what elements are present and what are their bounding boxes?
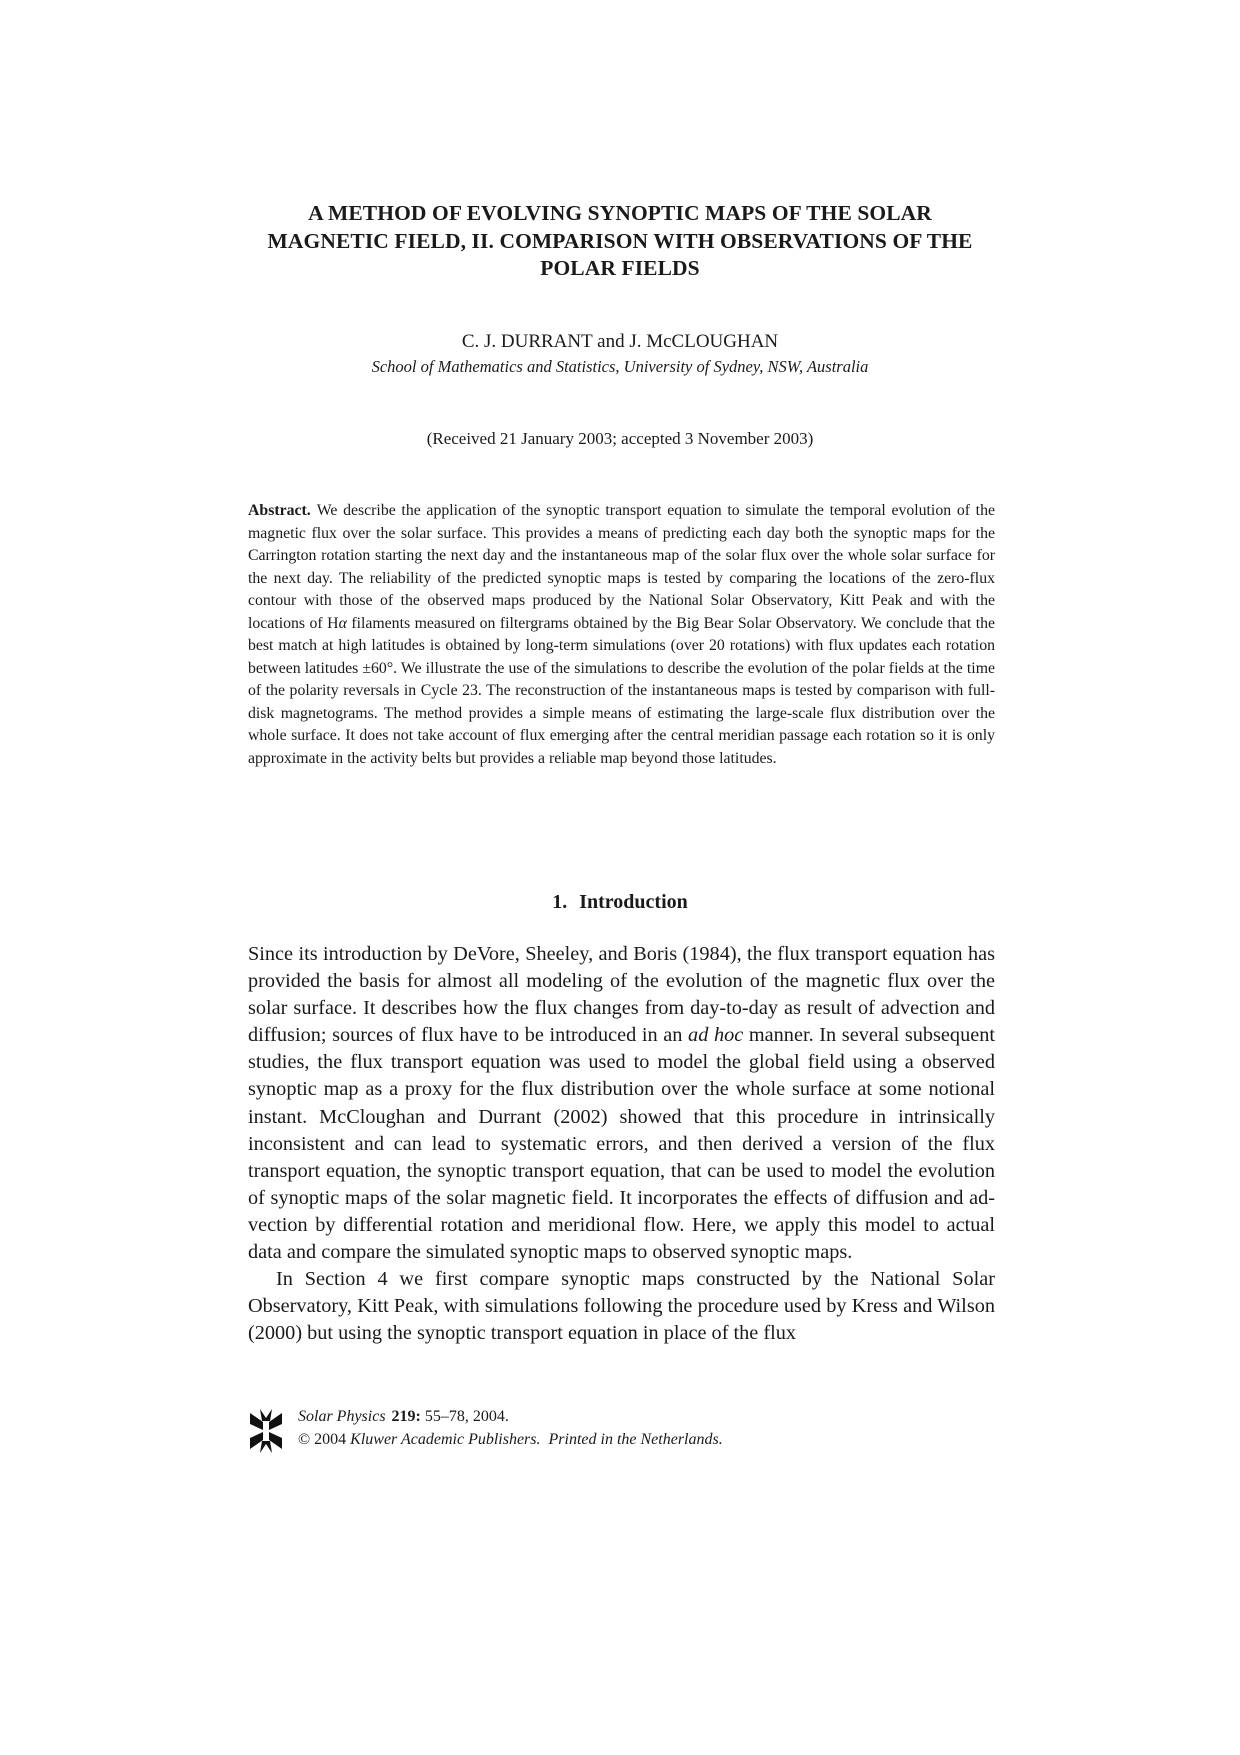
- footer-citation: [298, 1405, 723, 1451]
- printed-location: Printed in the Netherlands.: [548, 1431, 723, 1448]
- received-dates: (Received 21 January 2003; accepted 3 November 2003): [426, 429, 814, 448]
- abstract-label: Abstract.: [248, 502, 311, 519]
- section-heading: [240, 889, 1000, 915]
- paper-title: [240, 200, 1000, 283]
- journal-pages: 55–78, 2004.: [424, 1408, 509, 1425]
- intro-p1-italic: ad hoc: [688, 1024, 744, 1047]
- page-footer: [248, 1405, 948, 1465]
- introduction-body: [248, 941, 995, 1347]
- copyright-year: © 2004: [298, 1431, 347, 1448]
- abstract: [248, 500, 995, 770]
- alpha-symbol: α: [338, 614, 347, 632]
- publisher-name: Kluwer Academic Publishers.: [350, 1431, 541, 1448]
- intro-p1-text-1: Since its introduction by DeVore, Sheeley, and Boris (1984), the flux transport equation has provided the basis for almost all modeling of the evolution of the magnetic flux over the solar surface. It describes how the flux changes from day-to-day as result of advection and diffusion; sources of flux have to be introduced in an: [248, 943, 995, 1047]
- title-line-1: A METHOD OF EVOLVING SYNOPTIC MAPS OF THE SOLAR: [308, 201, 932, 225]
- intro-paragraph-1: [248, 941, 995, 1266]
- journal-name: Solar Physics: [298, 1408, 386, 1425]
- abstract-text-2: filaments measured on filtergrams obtained by the Big Bear Solar Observatory. We conclude that the best match at high latitudes is obtained by long-term simulations (over 20 rotations) with flux updates each rotation between latitudes ±60°. We illustrate the use of the simulations to describe the evolution of the polar fields at the time of the polarity reversals in Cycle 23. The reconstruction of the instantaneous maps is tested by comparison with full-disk magnetograms. The method provides a simple means of estimating the large-scale flux distribution over the whole surface. It does not take account of flux emerging after the central meridian passage each rotation so it is only approximate in the activity belts but provides a reliable map beyond those latitudes.: [248, 614, 995, 767]
- title-line-2: MAGNETIC FIELD, II. COMPARISON WITH OBSERVATIONS OF THE: [267, 228, 973, 253]
- abstract-text-1: We describe the application of the synoptic transport equation to simulate the temporal evolution of the magnetic flux over the solar surface. This provides a means of predicting each day both the synoptic maps for the Carrington rotation starting the next day and the instantaneous map of the solar flux over the whole solar surface for the next day. The reliability of the predicted synoptic maps is tested by comparing the locations of the zero-flux contour with those of the observed maps produced by the National Solar Observatory, Kitt Peak and with the locations of H: [248, 502, 995, 632]
- copyright-line: [298, 1428, 723, 1451]
- citation-line: [298, 1405, 723, 1428]
- title-line-3: POLAR FIELDS: [540, 256, 700, 280]
- authors: C. J. DURRANT and J. McCLOUGHAN: [461, 331, 779, 352]
- section-title: Introduction: [579, 891, 688, 913]
- journal-volume: 219:: [391, 1408, 421, 1425]
- intro-paragraph-2: In Section 4 we first compare synoptic maps constructed by the National Solar Observatory, Kitt Peak, with simulations following the procedure used by Kress and Wilson (2000) but using the synoptic transport equation in place of the flux: [248, 1268, 995, 1345]
- section-number: 1.: [552, 891, 568, 913]
- publisher-logo-icon: [248, 1409, 284, 1453]
- affiliation: School of Mathematics and Statistics, University of Sydney, NSW, Australia: [371, 357, 869, 376]
- intro-p1-text-2: manner. In several subsequent studies, the flux transport equation was used to model the global field using a observed synoptic map as a proxy for the flux distribution over the whole surface at some notional instant. McCloughan and Durrant (2002) showed that this procedure in intrinsically inconsistent and can lead to systematic errors, and then derived a version of the flux transport equation, the synoptic transport equation, that can be used to model the evolution of synoptic maps of the solar magnetic field. It incorporates the effects of diffusion and advection by differential rotation and meridional flow. Here, we apply this model to actual data and compare the simulated synoptic maps to observed synoptic maps.: [248, 1024, 995, 1264]
